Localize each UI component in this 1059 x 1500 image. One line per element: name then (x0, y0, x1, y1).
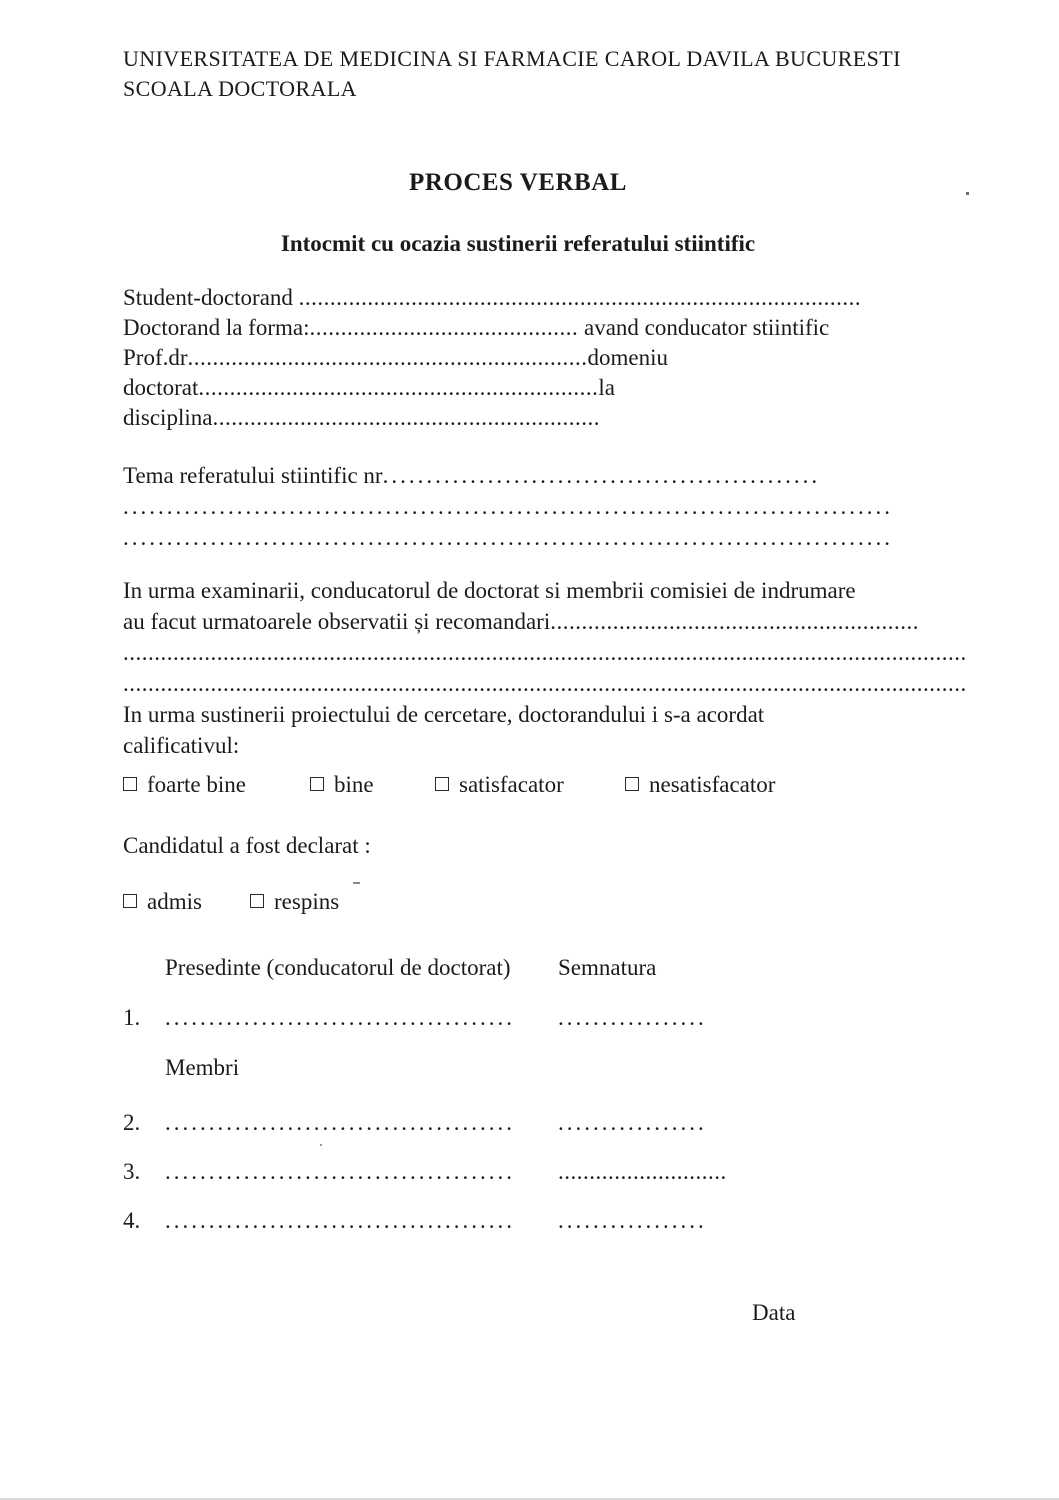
scan-artifact-speck (353, 882, 360, 884)
decision-option-respins (250, 887, 339, 917)
signature-row-4 (123, 1206, 943, 1238)
dotted-fill-observations[interactable]: ........................................................... (550, 609, 919, 634)
decision-label-admis: admis (147, 889, 202, 914)
observations-block (123, 575, 967, 761)
row-number: 3. (123, 1159, 141, 1184)
observations-line1: In urma examinarii, conducatorul de doctorat si membrii comisiei de indrumare (123, 578, 856, 603)
field-line-profdr (123, 343, 861, 373)
dotted-fill-doctorat[interactable]: ................................................................ (198, 375, 599, 400)
qualification-label-bine: bine (334, 772, 374, 797)
scan-artifact-speck (966, 192, 969, 195)
signature-row-2 (123, 1108, 943, 1140)
date-label: Data (752, 1300, 796, 1325)
field-suffix: la (598, 375, 615, 400)
dotted-fill-profdr[interactable]: ................................................................ (187, 345, 588, 370)
dotted-fill-tema-line3[interactable]: ........................................................................................ (123, 525, 893, 550)
document-header (123, 44, 901, 104)
signature-fill-line-1[interactable]: ................. (558, 1005, 707, 1030)
decision-options-row (123, 887, 623, 919)
name-fill-line-1[interactable]: ........................................ (165, 1005, 515, 1030)
checkbox-nesatisfacator[interactable] (625, 777, 639, 791)
signature-column-header: Semnatura (558, 955, 657, 980)
checkbox-respins[interactable] (250, 894, 264, 908)
observations-label: au facut urmatoarele observatii și recomandari (123, 609, 551, 634)
field-line-doctorat (123, 373, 861, 403)
field-line-forma (123, 313, 861, 343)
checkbox-bine[interactable] (310, 777, 324, 791)
qualification-label-foarte-bine: foarte bine (147, 772, 246, 797)
observations-line2 (123, 606, 967, 637)
name-fill-line-3[interactable]: ........................................ (165, 1159, 515, 1184)
members-section-label: Membri (165, 1055, 240, 1080)
field-line-disciplina (123, 403, 861, 433)
decision-label-respins: respins (274, 889, 340, 914)
president-column-header: Presedinte (conducatorul de doctorat) (165, 955, 511, 980)
grade-intro-line2: calificativul: (123, 733, 240, 758)
declaration-label: Candidatul a fost declarat : (123, 833, 371, 858)
dotted-fill-forma[interactable]: ........................................... (309, 315, 579, 340)
qualification-label-nesatisfacator: nesatisfacator (649, 772, 776, 797)
field-label: doctorat (123, 375, 199, 400)
signature-row-1 (123, 1003, 943, 1035)
document-title: PROCES VERBAL (409, 169, 627, 196)
dotted-fill-student[interactable]: .......................................................................................... (298, 285, 862, 310)
dotted-fill-observations-line2[interactable]: ....................................................................................................................................... (123, 640, 967, 665)
decision-option-admis (123, 887, 202, 917)
student-info-block (123, 283, 861, 433)
row-number: 1. (123, 1005, 141, 1030)
qualification-option-foarte-bine (123, 770, 246, 800)
signature-row-3 (123, 1157, 943, 1189)
tema-block (123, 460, 893, 553)
checkbox-admis[interactable] (123, 894, 137, 908)
qualification-label-satisfacator: satisfacator (459, 772, 564, 797)
dotted-fill-disciplina[interactable]: .............................................................. (212, 405, 600, 430)
signature-fill-line-4[interactable]: ................. (558, 1208, 707, 1233)
field-label: Doctorand la forma: (123, 315, 310, 340)
row-number: 2. (123, 1110, 141, 1135)
dotted-fill-tema[interactable]: .................................................. (382, 463, 821, 488)
checkbox-foarte-bine[interactable] (123, 777, 137, 791)
qualification-option-bine (310, 770, 374, 800)
field-label: Prof.dr (123, 345, 188, 370)
qualification-options-row (123, 770, 1023, 802)
field-label: Student-doctorand (123, 285, 299, 310)
dotted-fill-tema-line2[interactable]: ........................................................................................ (123, 494, 893, 519)
signature-fill-line-2[interactable]: ................. (558, 1110, 707, 1135)
checkbox-satisfacator[interactable] (435, 777, 449, 791)
field-suffix: avand conducator stiintific (578, 315, 830, 340)
scan-artifact-speck (320, 1144, 322, 1146)
header-university-line: UNIVERSITATEA DE MEDICINA SI FARMACIE CAROL DAVILA BUCURESTI (123, 46, 901, 71)
name-fill-line-2[interactable]: ........................................ (165, 1110, 515, 1135)
qualification-option-satisfacator (435, 770, 564, 800)
row-number: 4. (123, 1208, 141, 1233)
field-suffix: domeniu (587, 345, 669, 370)
tema-line (123, 460, 893, 491)
field-line-student (123, 283, 861, 313)
tema-label: Tema referatului stiintific nr (123, 463, 383, 488)
qualification-option-nesatisfacator (625, 770, 775, 800)
field-label: disciplina (123, 405, 213, 430)
document-subtitle: Intocmit cu ocazia sustinerii referatului stiintific (280, 231, 756, 256)
name-fill-line-4[interactable]: ........................................ (165, 1208, 515, 1233)
grade-intro-line1: In urma sustinerii proiectului de cercetare, doctorandului i s-a acordat (123, 702, 765, 727)
header-school-line: SCOALA DOCTORALA (123, 76, 357, 101)
dotted-fill-observations-line3[interactable]: ....................................................................................................................................... (123, 671, 967, 696)
signature-fill-line-3[interactable]: ........................... (558, 1159, 727, 1184)
